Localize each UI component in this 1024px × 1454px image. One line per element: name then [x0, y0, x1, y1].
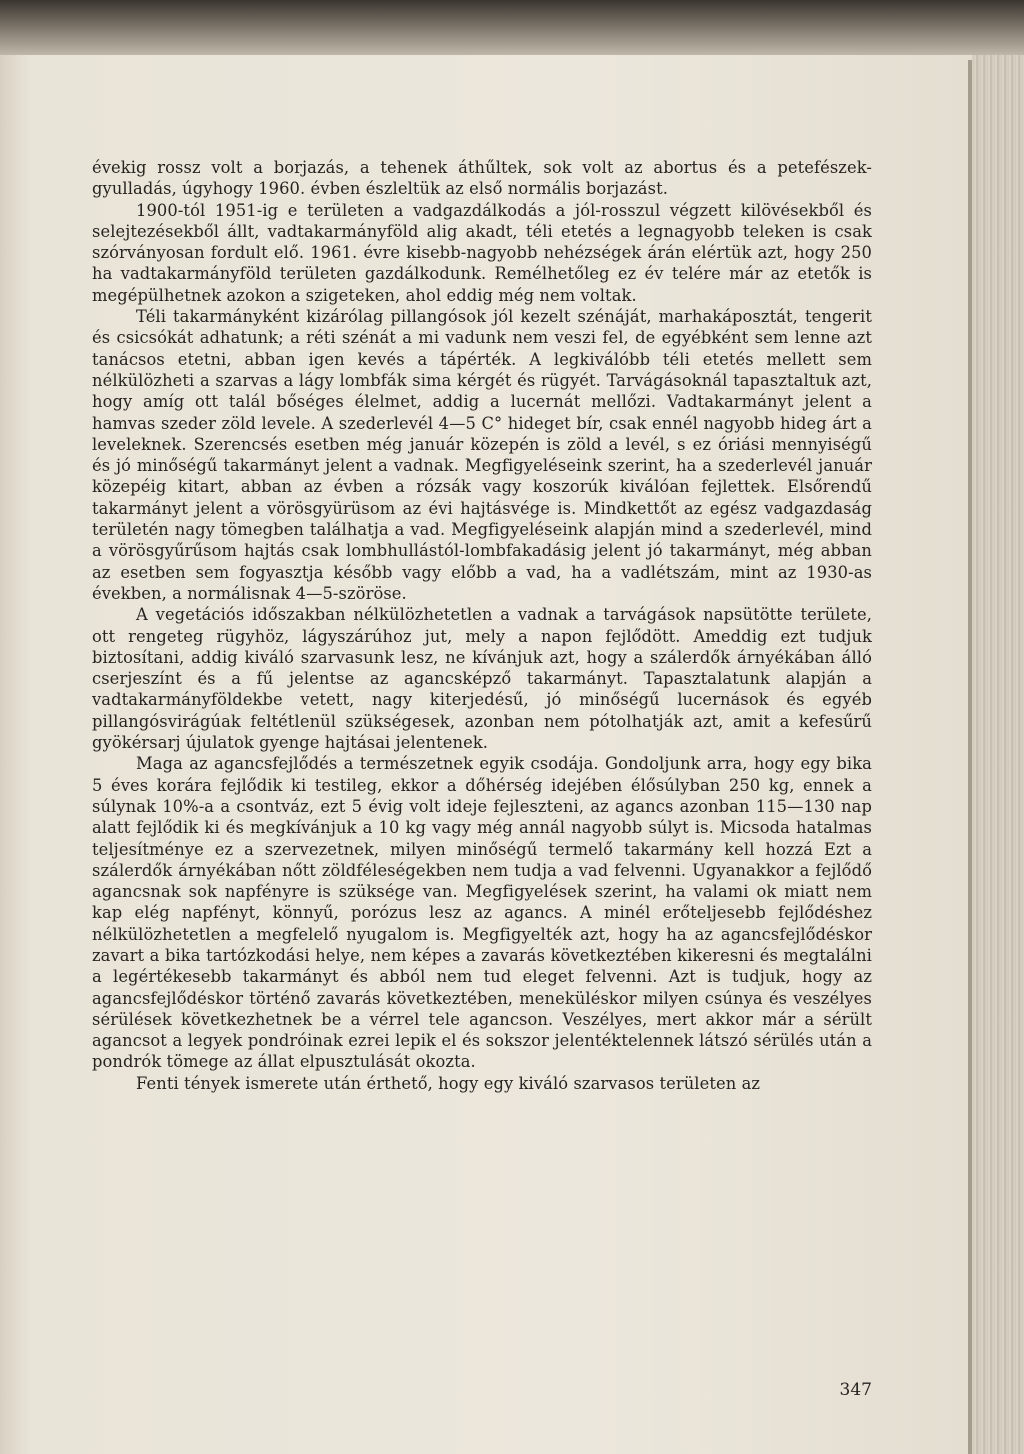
- page-edge-line: [968, 60, 972, 1454]
- paragraph: 1900-tól 1951-ig e területen a vadgazdálkodás a jól-rosszul végzett kilövésekből és selejtezésekből állt, vadtakarmányföld alig akadt, téli etetés a legnagyobb teleken is csak szórványosan fordult elő. 1961. évre kisebb-nagyobb nehézségek árán elértük azt, hogy 250 ha vadtakarmányföld területen gazdálkodunk. Remélhetőleg ez év telére már az etetők is megépülhetnek azokon a szigeteken, ahol eddig még nem voltak.: [92, 200, 872, 305]
- body-text: [92, 157, 872, 1094]
- paragraph: évekig rossz volt a borjazás, a tehenek áthűltek, sok volt az abortus és a petefészek-gyulladás, úgyhogy 1960. évben észleltük az első normális borjazást.: [92, 158, 872, 199]
- paragraph: Fenti tények ismerete után érthető, hogy egy kiváló szarvasos területen az: [136, 1073, 761, 1093]
- page-number: 347: [839, 1380, 872, 1400]
- paragraph: Téli takarmányként kizárólag pillangósok jól kezelt szénáját, marhakáposztát, tengerit és csicsókát adhatunk; a réti szénát a mi vadunk nem veszi fel, de egyébként sem lenne azt tanácsos etetni, abban igen kevés a tápérték. A legkiválóbb téli etetés mellett sem nélkülözheti a szarvas a lágy lombfák sima kérgét és rügyét. Tarvágásoknál tapasztaltuk azt, hogy amíg ott talál bőséges élelmet, addig a lucernát mellőzi. Vadtakarmányt jelent a hamvas szeder zöld levele. A szederlevél 4—5 C° hideget bír, csak ennél nagyobb hideg árt a leveleknek. Szerencsés esetben még január közepén is zöld a levél, s ez óriási mennyiségű és jó minőségű takarmányt jelent a vadnak. Megfigyeléseink szerint, ha a szederlevél január közepéig kitart, abban az évben a rózsák vagy koszorúk kiválóan fejlettek. Elsőrendű takarmányt jelent a vörösgyürüsom az évi hajtásvége is. Mindkettőt az egész vadgazdaság területén nagy tömegben találhatja a vad. Megfigyeléseink alapján mind a szederlevél, mind a vörösgyűrűsom hajtás csak lombhullástól-lombfakadásig jelent jó takarmányt, még abban az esetben sem fogyasztja később vagy előbb a vad, ha a vadlétszám, mint az 1930-as években, a normálisnak 4—5-szöröse.: [92, 307, 872, 603]
- page-edges: [972, 55, 1024, 1454]
- paragraph: Maga az agancsfejlődés a természetnek egyik csodája. Gondoljunk arra, hogy egy bika 5 éves korára fejlődik ki testileg, ekkor a dőhérség idejében élősúlyban 250 kg, ennek a súlynak 10%-a a csontváz, ezt 5 évig volt ideje fejleszteni, az agancs azonban 115—130 nap alatt fejlődik ki és megkívánjuk a 10 kg vagy még annál nagyobb súlyt is. Micsoda hatalmas teljesítménye ez a szervezetnek, milyen minőségű termelő takarmány kell hozzá Ezt a szálerdők árnyékában nőtt zöldféleségekben nem tudja a vad felvenni. Ugyanakkor a fejlődő agancsnak sok napfényre is szüksége van. Megfigyelések szerint, ha valami ok miatt nem kap elég napfényt, könnyű, porózus lesz az agancs. A minél erőteljesebb fejlődéshez nélkülözhetetlen a megfelelő nyugalom is. Megfigyelték azt, hogy ha az agancsfejlődéskor zavart a bika tartózkodási helye, nem képes a zavarás következtében kikeresni és megtalálni a legértékesebb takarmányt és abból nem tud eleget felvenni. Azt is tudjuk, hogy az agancsfejlődéskor történő zavarás következtében, meneküléskor milyen csúnya és veszélyes sérülések következhetnek be a vérrel tele agancson. Veszélyes, mert akkor már a sérült agancsot a legyek pondróinak ezrei lepik el és sokszor jelentéktelennek látszó sérülés után a pondrók tömege az állat elpusztulását okozta.: [92, 754, 872, 1072]
- paragraph: A vegetációs időszakban nélkülözhetetlen a vadnak a tarvágások napsütötte területe, ott rengeteg rügyhöz, lágyszárúhoz jut, mely a napon fejlődött. Ameddig ezt tudjuk biztosítani, addig kiváló szarvasunk lesz, ne kívánjuk azt, hogy a szálerdők árnyékában álló cserjeszínt és a fű jelentse az agancsképző takarmányt. Tapasztalatunk alapján a vadtakarmányföldekbe vetett, nagy kiterjedésű, jó minőségű lucernások és egyéb pillangósvirágúak feltétlenül szükségesek, azonban nem pótolhatják azt, amit a kefesűrű gyökérsarj újulatok gyenge hajtásai jelentenek.: [92, 605, 872, 753]
